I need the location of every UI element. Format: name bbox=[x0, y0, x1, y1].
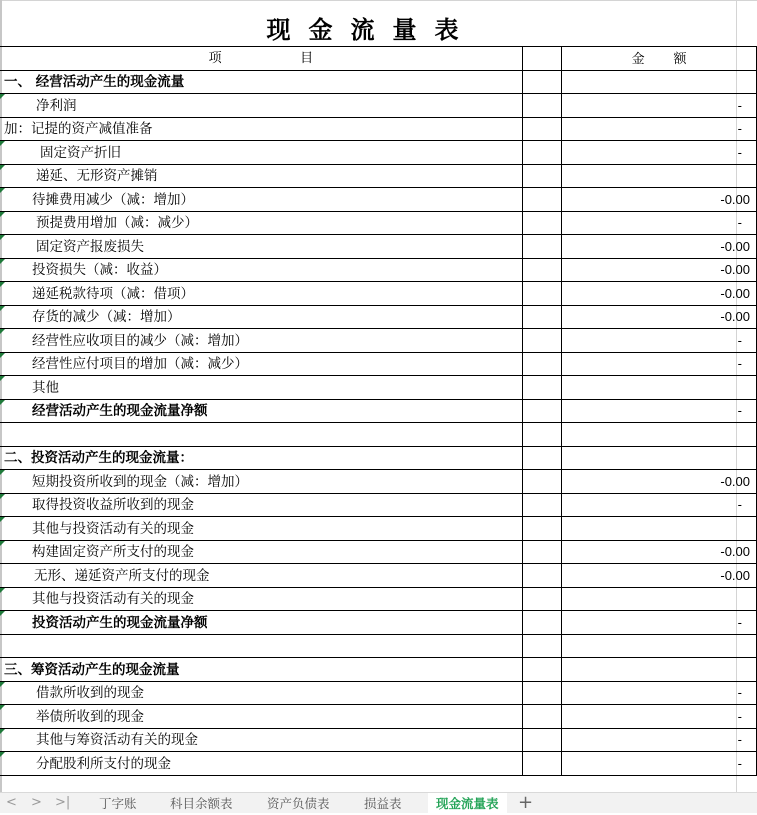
comment-marker-icon bbox=[0, 682, 5, 687]
table-row bbox=[0, 188, 757, 212]
blank-cell[interactable] bbox=[522, 564, 562, 588]
blank-cell[interactable] bbox=[522, 493, 562, 517]
amount-cell[interactable] bbox=[562, 446, 757, 470]
item-label-cell[interactable]: 经营活动产生的现金流量净额 bbox=[0, 399, 522, 423]
table-row bbox=[0, 493, 757, 517]
table-row bbox=[0, 517, 757, 541]
amount-value: -0.00 bbox=[720, 262, 750, 277]
comment-marker-icon bbox=[0, 306, 5, 311]
item-label-cell[interactable]: 预提费用增加（减：减少） bbox=[0, 211, 522, 235]
amount-cell[interactable] bbox=[562, 305, 757, 329]
item-label-cell[interactable]: 加：记提的资产减值准备 bbox=[0, 117, 522, 141]
comment-marker-icon bbox=[0, 705, 5, 710]
amount-cell[interactable] bbox=[562, 493, 757, 517]
table-row bbox=[0, 305, 757, 329]
table-row bbox=[0, 329, 757, 353]
blank-cell[interactable] bbox=[522, 352, 562, 376]
comment-marker-icon bbox=[0, 588, 5, 593]
comment-marker-icon bbox=[0, 376, 5, 381]
tab-balance-sheet[interactable]: 资产负债表 bbox=[267, 796, 330, 811]
amount-cell[interactable] bbox=[562, 681, 757, 705]
comment-marker-icon bbox=[0, 235, 5, 240]
item-label-cell[interactable]: 无形、递延资产所支付的现金 bbox=[0, 564, 522, 588]
amount-value: - bbox=[737, 144, 742, 160]
tab-trial-balance[interactable]: 科目余额表 bbox=[170, 796, 233, 811]
item-label-cell[interactable]: 递延税款待项（减：借项） bbox=[0, 282, 522, 306]
amount-cell[interactable] bbox=[562, 352, 757, 376]
table-row bbox=[0, 164, 757, 188]
comment-marker-icon bbox=[0, 165, 5, 170]
blank-cell[interactable] bbox=[522, 705, 562, 729]
blank-cell[interactable] bbox=[522, 446, 562, 470]
first-sheet-nav-icon[interactable]: < bbox=[6, 795, 17, 810]
amount-value: - bbox=[737, 685, 742, 700]
item-label-cell[interactable]: 净利润 bbox=[0, 94, 522, 118]
amount-value: - bbox=[737, 215, 742, 230]
table-row bbox=[0, 235, 757, 259]
item-label-cell[interactable]: 其他与筹资活动有关的现金 bbox=[0, 728, 522, 752]
amount-cell[interactable] bbox=[562, 258, 757, 282]
sheet-tab-bar bbox=[0, 792, 757, 813]
amount-cell[interactable] bbox=[562, 470, 757, 494]
blank-cell[interactable] bbox=[522, 634, 562, 658]
page-title: 现金流量表 bbox=[266, 15, 477, 44]
amount-value: - bbox=[737, 732, 742, 747]
table-row bbox=[0, 470, 757, 494]
comment-marker-icon bbox=[0, 353, 5, 358]
amount-value: -0.00 bbox=[720, 191, 750, 207]
table-row bbox=[0, 282, 757, 306]
amount-cell[interactable] bbox=[562, 611, 757, 635]
blank-cell[interactable] bbox=[522, 117, 562, 141]
table-row bbox=[0, 141, 757, 165]
amount-cell[interactable] bbox=[562, 564, 757, 588]
item-label-cell[interactable]: 取得投资收益所收到的现金 bbox=[0, 493, 522, 517]
comment-marker-icon bbox=[0, 212, 5, 217]
item-label-cell[interactable]: 其他与投资活动有关的现金 bbox=[0, 587, 522, 611]
blank-cell[interactable] bbox=[522, 188, 562, 212]
blank-cell[interactable] bbox=[522, 540, 562, 564]
item-label-cell[interactable]: 递延、无形资产摊销 bbox=[0, 164, 522, 188]
amount-value: -0.00 bbox=[720, 285, 750, 301]
table-row bbox=[0, 752, 757, 776]
tab-t-account[interactable]: 丁字账 bbox=[99, 796, 137, 811]
blank-cell[interactable] bbox=[522, 587, 562, 611]
item-label-cell[interactable]: 一、 经营活动产生的现金流量 bbox=[0, 70, 522, 94]
amount-cell[interactable] bbox=[562, 211, 757, 235]
table-row bbox=[0, 70, 757, 94]
item-label-cell[interactable] bbox=[0, 634, 522, 658]
gridline-top bbox=[0, 0, 757, 1]
table-row bbox=[0, 587, 757, 611]
amount-cell[interactable] bbox=[562, 70, 757, 94]
blank-cell[interactable] bbox=[522, 517, 562, 541]
header-item-cell[interactable]: 项 目 bbox=[0, 47, 522, 71]
comment-marker-icon bbox=[0, 517, 5, 522]
header-amount-cell[interactable]: 金 额 bbox=[562, 47, 757, 71]
blank-cell[interactable] bbox=[522, 258, 562, 282]
item-label-cell[interactable]: 投资损失（减：收益） bbox=[0, 258, 522, 282]
table-row bbox=[0, 634, 757, 658]
tab-income-statement[interactable]: 损益表 bbox=[364, 796, 402, 811]
amount-value: - bbox=[737, 121, 742, 136]
blank-cell[interactable] bbox=[522, 164, 562, 188]
header-blank-cell[interactable] bbox=[522, 47, 562, 71]
amount-cell[interactable] bbox=[562, 117, 757, 141]
comment-marker-icon bbox=[0, 141, 5, 146]
table-row bbox=[0, 540, 757, 564]
table-row bbox=[0, 117, 757, 141]
amount-cell[interactable] bbox=[562, 188, 757, 212]
blank-cell[interactable] bbox=[522, 658, 562, 682]
amount-value: - bbox=[737, 614, 742, 630]
item-label-cell[interactable]: 经营性应付项目的增加（减：减少） bbox=[0, 352, 522, 376]
table-row bbox=[0, 658, 757, 682]
comment-marker-icon bbox=[0, 752, 5, 757]
item-label-cell[interactable]: 举债所收到的现金 bbox=[0, 705, 522, 729]
comment-marker-icon bbox=[0, 729, 5, 734]
blank-cell[interactable] bbox=[522, 681, 562, 705]
amount-value: -0.00 bbox=[720, 309, 750, 324]
item-label-cell[interactable]: 固定资产报废损失 bbox=[0, 235, 522, 259]
table-row bbox=[0, 611, 757, 635]
amount-cell[interactable] bbox=[562, 752, 757, 776]
table-row bbox=[0, 352, 757, 376]
table-row bbox=[0, 94, 757, 118]
amount-value: -0.00 bbox=[720, 567, 750, 583]
amount-value: - bbox=[737, 708, 742, 724]
amount-cell[interactable] bbox=[562, 423, 757, 447]
table-row bbox=[0, 728, 757, 752]
amount-cell[interactable] bbox=[562, 399, 757, 423]
item-label-cell[interactable]: 投资活动产生的现金流量净额 bbox=[0, 611, 522, 635]
item-label-cell[interactable]: 其他 bbox=[0, 376, 522, 400]
amount-cell[interactable] bbox=[562, 329, 757, 353]
item-label-cell[interactable]: 构建固定资产所支付的现金 bbox=[0, 540, 522, 564]
amount-cell[interactable] bbox=[562, 94, 757, 118]
item-label-cell[interactable]: 待摊费用减少（减：增加） bbox=[0, 188, 522, 212]
tab-cash-flow[interactable]: 现金流量表 bbox=[428, 793, 507, 813]
amount-cell[interactable] bbox=[562, 235, 757, 259]
amount-value: - bbox=[737, 755, 742, 771]
blank-cell[interactable] bbox=[522, 282, 562, 306]
comment-marker-icon bbox=[0, 94, 5, 99]
amount-cell[interactable] bbox=[562, 141, 757, 165]
amount-cell[interactable] bbox=[562, 164, 757, 188]
blank-cell[interactable] bbox=[522, 611, 562, 635]
table-row bbox=[0, 423, 757, 447]
amount-value: -0.00 bbox=[720, 473, 750, 489]
blank-cell[interactable] bbox=[522, 94, 562, 118]
comment-marker-icon bbox=[0, 611, 5, 616]
table-row bbox=[0, 705, 757, 729]
amount-value: - bbox=[737, 356, 742, 371]
comment-marker-icon bbox=[0, 470, 5, 475]
comment-marker-icon bbox=[0, 494, 5, 499]
cash-flow-table bbox=[0, 46, 757, 776]
amount-value: - bbox=[737, 332, 742, 348]
amount-cell[interactable] bbox=[562, 376, 757, 400]
item-label-cell[interactable] bbox=[0, 423, 522, 447]
amount-value: - bbox=[737, 403, 742, 418]
amount-value: - bbox=[737, 97, 742, 113]
table-row bbox=[0, 211, 757, 235]
amount-cell[interactable] bbox=[562, 282, 757, 306]
amount-cell[interactable] bbox=[562, 540, 757, 564]
blank-cell[interactable] bbox=[522, 329, 562, 353]
blank-cell[interactable] bbox=[522, 752, 562, 776]
amount-cell[interactable] bbox=[562, 634, 757, 658]
item-label-cell[interactable]: 三、筹资活动产生的现金流量 bbox=[0, 658, 522, 682]
comment-marker-icon bbox=[0, 282, 5, 287]
table-row bbox=[0, 258, 757, 282]
blank-cell[interactable] bbox=[522, 211, 562, 235]
next-sheet-nav-icon[interactable]: > bbox=[31, 795, 42, 810]
amount-value: - bbox=[737, 497, 742, 512]
comment-marker-icon bbox=[0, 400, 5, 405]
comment-marker-icon bbox=[0, 188, 5, 193]
table-row bbox=[0, 564, 757, 588]
blank-cell[interactable] bbox=[522, 305, 562, 329]
last-sheet-nav-icon[interactable]: >| bbox=[55, 795, 71, 810]
blank-cell[interactable] bbox=[522, 728, 562, 752]
add-sheet-button[interactable]: + bbox=[518, 792, 534, 813]
blank-cell[interactable] bbox=[522, 399, 562, 423]
blank-cell[interactable] bbox=[522, 141, 562, 165]
blank-cell[interactable] bbox=[522, 423, 562, 447]
comment-marker-icon bbox=[0, 329, 5, 334]
table-row bbox=[0, 399, 757, 423]
amount-cell[interactable] bbox=[562, 705, 757, 729]
blank-cell[interactable] bbox=[522, 376, 562, 400]
blank-cell[interactable] bbox=[522, 470, 562, 494]
item-label-cell[interactable]: 二、投资活动产生的现金流量： bbox=[0, 446, 522, 470]
table-header-row bbox=[0, 47, 757, 71]
comment-marker-icon bbox=[0, 541, 5, 546]
table-row bbox=[0, 681, 757, 705]
blank-cell[interactable] bbox=[522, 235, 562, 259]
amount-cell[interactable] bbox=[562, 658, 757, 682]
item-label-cell[interactable]: 分配股利所支付的现金 bbox=[0, 752, 522, 776]
item-label-cell[interactable]: 短期投资所收到的现金（减：增加） bbox=[0, 470, 522, 494]
comment-marker-icon bbox=[0, 259, 5, 264]
table-row bbox=[0, 446, 757, 470]
blank-cell[interactable] bbox=[522, 70, 562, 94]
amount-cell[interactable] bbox=[562, 728, 757, 752]
item-label-cell[interactable]: 固定资产折旧 bbox=[0, 141, 522, 165]
item-label-cell[interactable]: 借款所收到的现金 bbox=[0, 681, 522, 705]
amount-cell[interactable] bbox=[562, 587, 757, 611]
amount-value: -0.00 bbox=[720, 544, 750, 559]
item-label-cell[interactable]: 其他与投资活动有关的现金 bbox=[0, 517, 522, 541]
amount-value: -0.00 bbox=[720, 238, 750, 254]
table-row bbox=[0, 376, 757, 400]
item-label-cell[interactable]: 经营性应收项目的减少（减：增加） bbox=[0, 329, 522, 353]
amount-cell[interactable] bbox=[562, 517, 757, 541]
item-label-cell[interactable]: 存货的减少（减：增加） bbox=[0, 305, 522, 329]
